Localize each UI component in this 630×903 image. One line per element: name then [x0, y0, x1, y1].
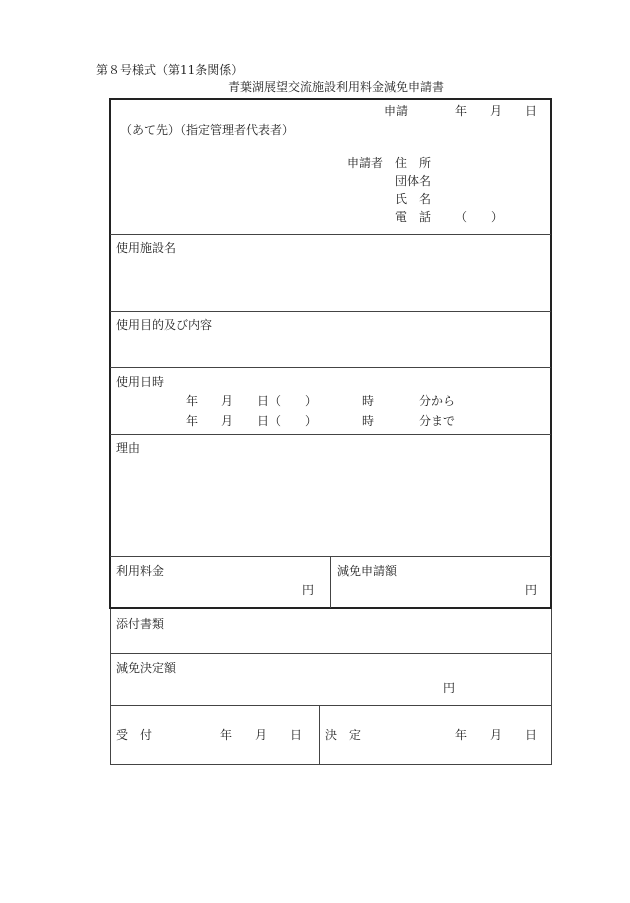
- divider-dates: [110, 434, 551, 435]
- address-label: 住 所: [395, 156, 432, 170]
- applicant-label: 申請者: [347, 156, 384, 170]
- application-month: 月: [490, 104, 503, 118]
- application-date-label: 申請: [384, 104, 409, 118]
- decision-amount-yen: 円: [443, 681, 456, 695]
- start-minute: 分から: [419, 394, 456, 408]
- decision-month: 月: [490, 728, 503, 742]
- application-year: 年: [455, 104, 468, 118]
- decision-amount-label: 減免決定額: [116, 661, 177, 675]
- reception-day: 日: [290, 728, 303, 742]
- end-year: 年: [186, 414, 199, 428]
- lower-box-right: [551, 609, 552, 765]
- reduction-request-yen: 円: [525, 583, 538, 597]
- decision-day: 日: [525, 728, 538, 742]
- fee-yen: 円: [302, 583, 315, 597]
- end-hour: 時: [362, 414, 375, 428]
- end-minute: 分まで: [419, 414, 456, 428]
- main-box-right: [550, 98, 552, 609]
- facility-label: 使用施設名: [116, 241, 177, 255]
- group-label: 団体名: [395, 174, 432, 188]
- purpose-label: 使用目的及び内容: [116, 318, 213, 332]
- application-day: 日: [525, 104, 538, 118]
- attachments-label: 添付書類: [116, 617, 165, 631]
- start-day: 日（ ）: [257, 394, 318, 408]
- main-box-left: [109, 98, 111, 609]
- divider-facility: [110, 311, 551, 312]
- name-label: 氏 名: [395, 192, 432, 206]
- decision-label: 決 定: [325, 728, 362, 742]
- decision-year: 年: [455, 728, 468, 742]
- start-hour: 時: [362, 394, 375, 408]
- divider-attachments: [110, 653, 552, 654]
- reception-year: 年: [220, 728, 233, 742]
- fee-label: 利用料金: [116, 564, 165, 578]
- reduction-request-label: 減免申請額: [337, 564, 398, 578]
- end-day: 日（ ）: [257, 414, 318, 428]
- dates-label: 使用日時: [116, 375, 165, 389]
- addressee: （あて先）（指定管理者代表者）: [120, 123, 295, 137]
- divider-applicant: [110, 234, 551, 235]
- lower-box-left: [110, 609, 111, 765]
- reason-label: 理由: [116, 441, 141, 455]
- divider-purpose: [110, 367, 551, 368]
- divider-fee-vertical: [330, 556, 331, 608]
- phone-area-code: （ ）: [455, 210, 504, 224]
- end-month: 月: [221, 414, 234, 428]
- lower-box-bottom: [110, 764, 552, 765]
- start-year: 年: [186, 394, 199, 408]
- reception-month: 月: [255, 728, 268, 742]
- divider-reception-vertical: [319, 705, 320, 765]
- reception-label: 受 付: [116, 728, 153, 742]
- main-box-top: [109, 98, 552, 100]
- form-title: 青葉湖展望交流施設利用料金減免申請書: [228, 80, 445, 94]
- phone-label: 電 話: [395, 210, 432, 224]
- start-month: 月: [221, 394, 234, 408]
- divider-decision-amount: [110, 705, 552, 706]
- form-number: 第８号様式（第11条関係）: [96, 63, 244, 77]
